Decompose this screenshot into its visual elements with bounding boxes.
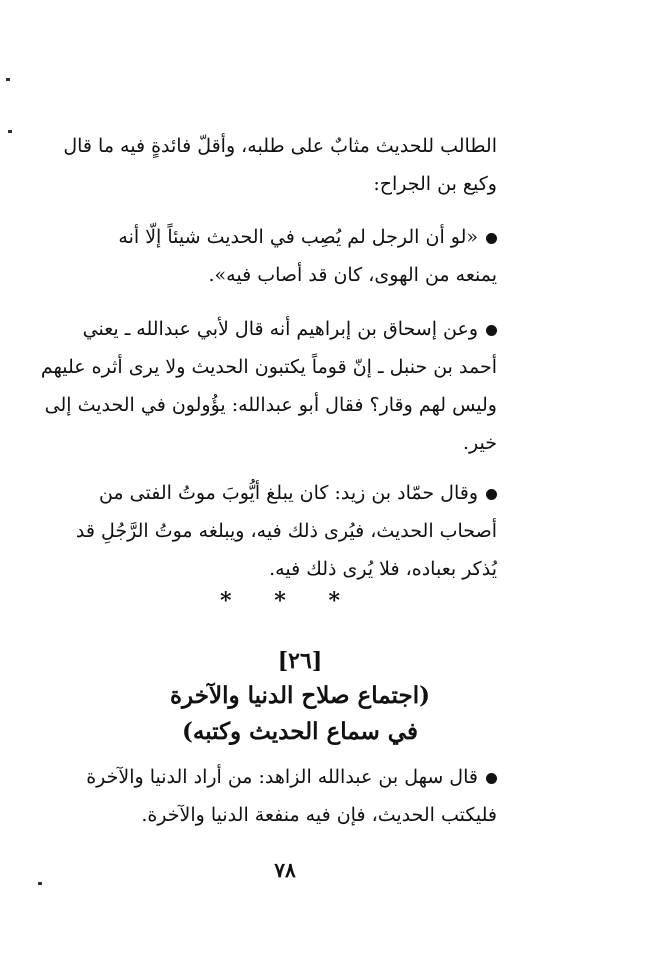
scan-mark: [6, 78, 10, 81]
star-icon: *: [328, 588, 340, 614]
text-line: وليس لهم وقار؟ فقال أبو عبدالله: يؤُولون في الحديث إلى: [44, 394, 497, 416]
paragraph-2: [118, 218, 497, 294]
text-line: [86, 758, 497, 796]
text-line-content: «لو أن الرجل لم يُصِب في الحديث شيئاً إلّا أنه: [118, 226, 478, 248]
chapter-title-line-2: في سماع الحديث وكتبه): [182, 718, 418, 745]
text-line-content: قال سهل بن عبدالله الزاهد: من أراد الدنيا والآخرة: [86, 766, 478, 788]
text-line: يمنعه من الهوى، كان قد أصاب فيه».: [208, 264, 497, 286]
text-line: [82, 310, 497, 348]
paragraph-1: [63, 127, 497, 203]
text-line: خير.: [462, 432, 497, 454]
star-icon: *: [220, 588, 232, 614]
text-line: [98, 474, 497, 512]
text-line: أحمد بن حنبل ـ إنّ قوماً يكتبون الحديث ولا يرى أثره عليهم: [40, 356, 497, 378]
bullet-icon: [486, 773, 497, 784]
page-number: ٧٨: [274, 858, 296, 882]
text-line: أصحاب الحديث، فيُرى ذلك فيه، ويبلغه موتُ الرَّجُلِ قد: [75, 520, 497, 542]
paragraph-4: [75, 474, 497, 588]
text-line: الطالب للحديث مثابٌ على طلبه، وأقلّ فائدةٍ فيه ما قال: [63, 135, 497, 157]
bullet-icon: [486, 325, 497, 336]
star-icon: *: [274, 588, 286, 614]
bullet-icon: [486, 233, 497, 244]
chapter-title-line-1: (اجتماع صلاح الدنيا والآخرة: [170, 682, 430, 709]
text-line: وكيع بن الجراح:: [373, 173, 497, 195]
scan-mark: [8, 130, 12, 133]
scan-mark: [38, 882, 42, 885]
text-line-content: وعن إسحاق بن إبراهيم أنه قال لأبي عبدالله ـ يعني: [82, 318, 478, 340]
paragraph-3: [40, 310, 497, 462]
chapter-number: [٢٦]: [277, 648, 323, 674]
section-separator: [220, 588, 340, 614]
text-line: [118, 218, 497, 256]
chapter-paragraph: [86, 758, 497, 834]
text-line: فليكتب الحديث، فإن فيه منفعة الدنيا والآخرة.: [141, 804, 497, 826]
bullet-icon: [486, 489, 497, 500]
text-line: يُذكر بعباده، فلا يُرى ذلك فيه.: [269, 558, 497, 580]
text-line-content: وقال حمّاد بن زيد: كان يبلغ أيُّوبَ موتُ الفتى من: [98, 482, 478, 504]
